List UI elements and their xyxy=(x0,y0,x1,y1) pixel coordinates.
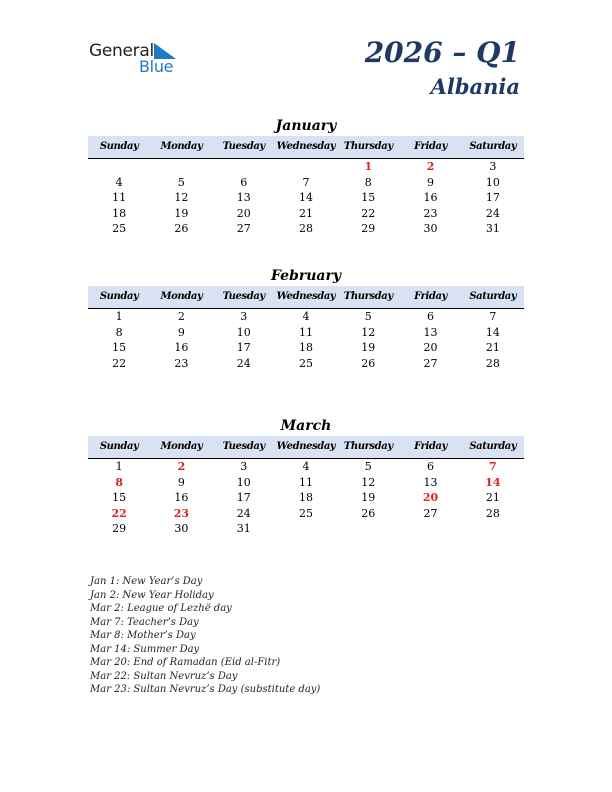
weekday-label: Monday xyxy=(160,441,203,452)
country-name: Albania xyxy=(430,74,520,99)
day-cell: 28 xyxy=(298,222,313,235)
holiday-day-cell: 14 xyxy=(485,475,501,489)
weekday-label: Sunday xyxy=(99,141,139,152)
week-row xyxy=(88,175,524,191)
brand-general-text: General xyxy=(89,41,154,61)
day-cell: 23 xyxy=(174,356,189,370)
weekday-label: Friday xyxy=(414,141,447,152)
holiday-item: Mar 7: Teacher’s Day xyxy=(90,616,199,628)
day-cell: 7 xyxy=(489,310,497,323)
day-cell: 25 xyxy=(298,506,313,520)
weekday-label: Thursday xyxy=(343,441,393,452)
day-cell: 9 xyxy=(177,325,185,339)
month-days xyxy=(88,459,524,537)
day-cell: 8 xyxy=(364,175,372,189)
weekday-label: Sunday xyxy=(99,441,139,452)
month-title: March xyxy=(280,418,332,434)
day-cell: 19 xyxy=(361,341,376,354)
day-cell: 27 xyxy=(236,222,251,235)
day-cell: 2 xyxy=(177,310,185,323)
day-cell: 22 xyxy=(112,356,127,370)
day-cell: 5 xyxy=(364,310,372,323)
day-cell: 13 xyxy=(423,475,438,489)
day-cell: 30 xyxy=(174,522,189,535)
day-cell: 20 xyxy=(236,206,251,220)
day-cell: 8 xyxy=(115,325,123,339)
holiday-item: Mar 14: Summer Day xyxy=(90,643,200,655)
day-cell xyxy=(275,159,337,175)
day-cell: 6 xyxy=(240,175,248,189)
holiday-day-cell: 2 xyxy=(177,460,186,473)
day-cell: 27 xyxy=(423,506,438,520)
weekday-label: Wednesday xyxy=(276,291,336,302)
day-cell: 3 xyxy=(240,310,248,323)
day-cell: 3 xyxy=(240,460,248,473)
week-row xyxy=(88,190,524,206)
day-cell: 21 xyxy=(298,206,313,220)
day-cell: 31 xyxy=(236,522,251,535)
holiday-item: Mar 20: End of Ramadan (Eid al-Fitr) xyxy=(90,657,281,668)
month-calendar-march xyxy=(88,416,524,537)
weekday-header xyxy=(88,286,524,309)
weekday-label: Saturday xyxy=(469,441,517,452)
holiday-item: Jan 1: New Year’s Day xyxy=(90,576,203,587)
brand-logo xyxy=(89,41,189,77)
day-cell: 16 xyxy=(174,341,189,354)
day-cell: 30 xyxy=(423,222,438,235)
day-cell xyxy=(275,521,337,537)
day-cell: 11 xyxy=(298,475,313,489)
day-cell: 28 xyxy=(485,506,500,520)
day-cell: 17 xyxy=(236,341,251,354)
week-row xyxy=(88,521,524,537)
page-title: 2026 – Q1 xyxy=(364,36,520,69)
day-cell: 29 xyxy=(361,222,376,235)
day-cell xyxy=(213,159,275,175)
weekday-label: Sunday xyxy=(99,291,139,302)
day-cell: 25 xyxy=(298,356,313,370)
week-row xyxy=(88,309,524,325)
holiday-day-cell: 1 xyxy=(364,160,373,173)
weekday-label: Monday xyxy=(160,141,203,152)
weekday-label: Thursday xyxy=(343,141,393,152)
holiday-item: Jan 2: New Year Holiday xyxy=(90,589,214,601)
day-cell: 24 xyxy=(485,206,500,220)
day-cell: 7 xyxy=(302,175,310,189)
day-cell: 12 xyxy=(361,475,376,489)
weekday-label: Tuesday xyxy=(222,141,265,152)
weekday-label: Wednesday xyxy=(276,141,336,152)
week-row xyxy=(88,490,524,506)
day-cell: 16 xyxy=(423,191,438,204)
weekday-label: Monday xyxy=(160,291,203,302)
day-cell: 4 xyxy=(302,460,310,473)
day-cell: 26 xyxy=(361,506,376,520)
day-cell xyxy=(150,159,212,175)
day-cell: 15 xyxy=(112,491,127,504)
week-row xyxy=(88,159,524,175)
day-cell: 26 xyxy=(174,222,189,235)
day-cell: 21 xyxy=(485,341,500,354)
day-cell: 4 xyxy=(115,175,123,189)
day-cell: 13 xyxy=(236,191,251,204)
week-row xyxy=(88,340,524,356)
holiday-item: Mar 8: Mother’s Day xyxy=(90,630,196,641)
month-days xyxy=(88,309,524,371)
day-cell xyxy=(462,521,524,537)
day-cell: 17 xyxy=(236,491,251,504)
day-cell: 11 xyxy=(112,191,127,204)
day-cell: 9 xyxy=(427,175,435,189)
holiday-day-cell: 7 xyxy=(489,460,497,473)
day-cell: 24 xyxy=(236,356,251,370)
day-cell: 13 xyxy=(423,325,438,339)
day-cell: 15 xyxy=(112,341,127,354)
day-cell: 25 xyxy=(112,222,127,235)
weekday-label: Friday xyxy=(414,441,447,452)
week-row xyxy=(88,459,524,475)
month-calendar-january xyxy=(88,116,524,237)
week-row xyxy=(88,356,524,372)
weekday-header xyxy=(88,436,524,459)
holiday-day-cell: 2 xyxy=(426,160,435,173)
weekday-label: Friday xyxy=(414,291,447,302)
day-cell: 18 xyxy=(298,341,313,354)
day-cell: 4 xyxy=(302,310,310,323)
day-cell: 5 xyxy=(364,460,372,473)
day-cell: 10 xyxy=(236,325,251,339)
holiday-day-cell: 22 xyxy=(111,506,127,520)
holiday-day-cell: 23 xyxy=(173,506,190,520)
weekday-header xyxy=(88,136,524,159)
month-days xyxy=(88,159,524,237)
weekday-label: Wednesday xyxy=(276,441,336,452)
day-cell: 21 xyxy=(485,491,500,504)
holiday-item: Mar 23: Sultan Nevruz’s Day (substitute day) xyxy=(90,684,321,695)
day-cell: 12 xyxy=(361,325,376,339)
day-cell: 14 xyxy=(298,191,313,204)
day-cell: 10 xyxy=(485,175,500,189)
day-cell: 27 xyxy=(423,356,438,370)
day-cell: 6 xyxy=(427,310,435,323)
day-cell: 19 xyxy=(174,206,189,220)
day-cell xyxy=(88,159,150,175)
month-calendar-february xyxy=(88,266,524,371)
day-cell: 24 xyxy=(236,506,251,520)
day-cell xyxy=(337,521,399,537)
weekday-label: Saturday xyxy=(469,291,517,302)
day-cell xyxy=(399,521,461,537)
day-cell: 18 xyxy=(112,206,127,220)
day-cell: 3 xyxy=(489,160,497,173)
day-cell: 26 xyxy=(361,356,376,370)
holiday-day-cell: 8 xyxy=(115,475,123,489)
day-cell: 29 xyxy=(112,522,127,535)
day-cell: 12 xyxy=(174,191,189,204)
day-cell: 22 xyxy=(361,206,376,220)
month-title: February xyxy=(270,268,341,284)
week-row xyxy=(88,475,524,491)
day-cell: 1 xyxy=(115,310,123,323)
day-cell: 20 xyxy=(423,341,438,354)
weekday-label: Saturday xyxy=(469,141,517,152)
day-cell: 23 xyxy=(423,206,438,220)
weekday-label: Tuesday xyxy=(222,291,265,302)
day-cell: 10 xyxy=(236,475,251,489)
day-cell: 28 xyxy=(485,356,500,370)
day-cell: 11 xyxy=(298,325,313,339)
holiday-list xyxy=(90,575,320,697)
day-cell: 6 xyxy=(427,460,435,473)
weekday-label: Tuesday xyxy=(222,441,265,452)
week-row xyxy=(88,325,524,341)
week-row xyxy=(88,221,524,237)
holiday-item: Mar 2: League of Lezhë day xyxy=(90,603,232,614)
day-cell: 16 xyxy=(174,491,189,504)
day-cell: 17 xyxy=(485,191,500,204)
holiday-day-cell: 20 xyxy=(422,491,439,504)
weekday-label: Thursday xyxy=(343,291,393,302)
week-row xyxy=(88,206,524,222)
day-cell: 19 xyxy=(361,491,376,504)
brand-blue-text: Blue xyxy=(139,57,174,76)
day-cell: 31 xyxy=(485,222,500,235)
month-title: January xyxy=(275,118,337,134)
day-cell: 1 xyxy=(115,460,123,473)
day-cell: 18 xyxy=(298,491,313,504)
week-row xyxy=(88,506,524,522)
day-cell: 5 xyxy=(177,175,185,189)
day-cell: 14 xyxy=(485,325,500,339)
holiday-item: Mar 22: Sultan Nevruz’s Day xyxy=(90,670,238,682)
day-cell: 9 xyxy=(177,475,185,489)
day-cell: 15 xyxy=(361,191,376,204)
